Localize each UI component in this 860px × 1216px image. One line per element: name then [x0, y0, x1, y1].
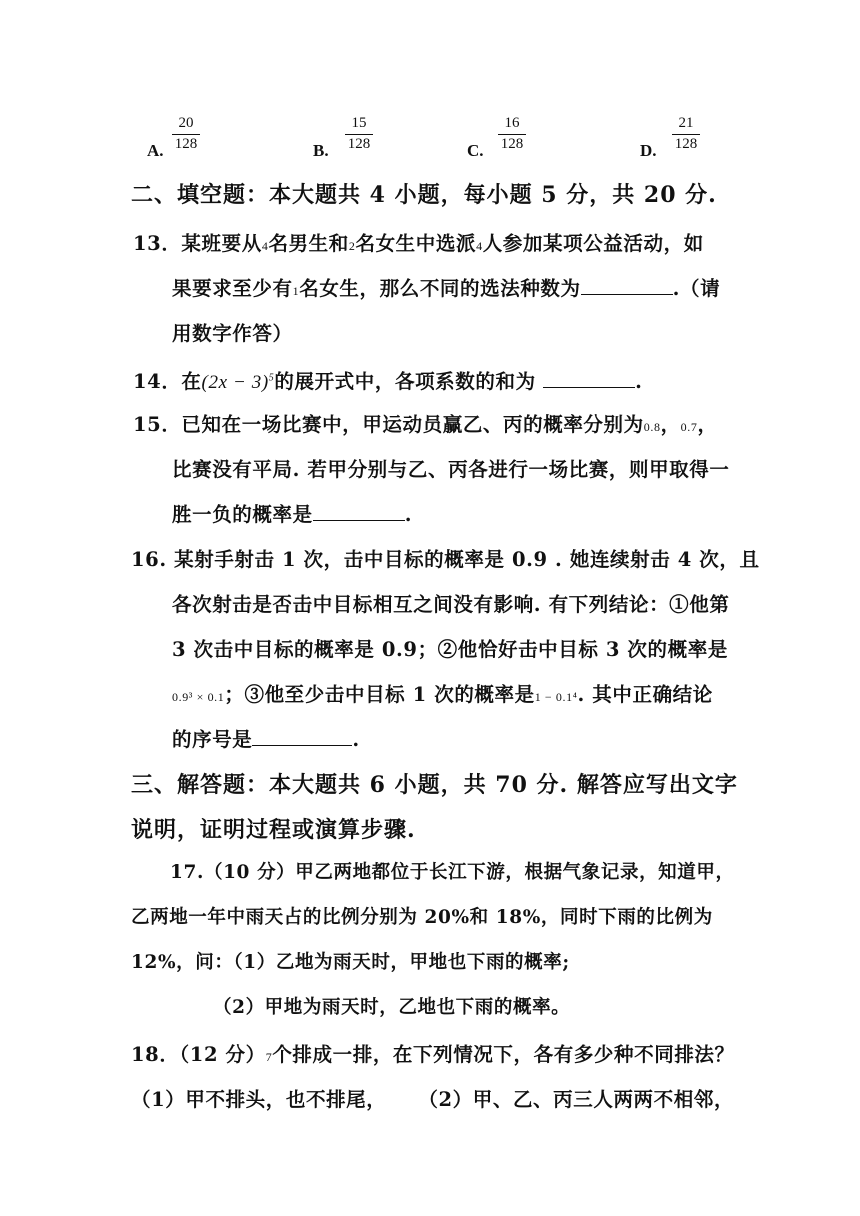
denominator: 128 — [347, 136, 371, 152]
q16-line2: 各次射击是否击中目标相互之间没有影响. 有下列结论：①他第 — [172, 593, 730, 616]
q16-line4: 0.9³ × 0.1；③他至少击中目标 1 次的概率是1 − 0.1⁴. 其中正确结论 — [172, 683, 713, 706]
q16-line5: 的序号是 . — [172, 728, 360, 751]
q18-line1: 18．（12 分）7个排成一排，在下列情况下，各有多少种不同排法？ — [131, 1043, 735, 1066]
q14-expression: $(2x - 3)^5$ — [201, 372, 275, 393]
q14-answer-blank[interactable] — [543, 369, 635, 388]
q16-line3: 3 次击中目标的概率是 0.9；②他恰好击中目标 3 次的概率是 — [172, 638, 728, 661]
q13-line1: 13．某班要从4名男生和2名女生中选派4人参加某项公益活动，如 — [133, 232, 704, 255]
option-c-fraction — [492, 115, 532, 153]
q17-line2: 乙两地一年中雨天占的比例分别为 20%和 18%，同时下雨的比例为 — [131, 907, 713, 928]
option-d-fraction — [666, 115, 706, 153]
option-label: A. — [147, 141, 164, 160]
section2-heading: 二、填空题：本大题共 4 小题，每小题 5 分，共 20 分. — [131, 182, 717, 208]
q17-line3: 12%，问：（1）乙地为雨天时，甲地也下雨的概率; — [131, 952, 570, 973]
q15-prob2: 0.7 — [680, 420, 698, 434]
q18-count: 7 — [265, 1050, 273, 1064]
q15-line1: 15．已知在一场比赛中，甲运动员赢乙、丙的概率分别为0.8，0.7， — [133, 413, 718, 436]
denominator: 128 — [174, 136, 198, 152]
q15-line3: 胜一负的概率是 . — [172, 503, 413, 526]
q16-expr1: 0.9³ × 0.1 — [172, 690, 225, 704]
option-label: D. — [640, 141, 657, 160]
q13-min-girls: 1 — [292, 284, 300, 298]
denominator: 128 — [674, 136, 698, 152]
numerator: 20 — [178, 115, 194, 131]
q13-select-count: 4 — [476, 239, 483, 253]
q16-expr2: 1 − 0.1⁴ — [534, 690, 578, 704]
q13-line3: 用数字作答） — [172, 322, 293, 345]
q15-prob1: 0.8 — [643, 420, 661, 434]
q13-girls-count: 2 — [348, 239, 356, 253]
q17-line1: 17.（10 分）甲乙两地都位于长江下游，根据气象记录，知道甲， — [170, 862, 735, 883]
numerator: 15 — [351, 115, 367, 131]
q16-answer-blank[interactable] — [252, 727, 352, 746]
q13-line2: 果要求至少有1名女生，那么不同的选法种数为 .（请 — [172, 277, 721, 300]
section3-heading-line1: 三、解答题：本大题共 6 小题，共 70 分. 解答应写出文字 — [131, 772, 738, 798]
q18-line2: （1）甲不排头，也不排尾， （2）甲、乙、丙三人两两不相邻， — [131, 1088, 735, 1111]
option-label: B. — [313, 141, 329, 160]
numerator: 21 — [678, 115, 694, 131]
numerator: 16 — [504, 115, 520, 131]
q16-line1: 16. 某射手射击 1 次，击中目标的概率是 0.9 . 她连续射击 4 次，且 — [131, 548, 760, 571]
q17-line4: （2）甲地为雨天时，乙地也下雨的概率。 — [213, 997, 571, 1018]
option-b-fraction — [339, 115, 379, 153]
q13-answer-blank[interactable] — [581, 276, 673, 295]
q14-line: 14．在$(2x - 3)^5$的展开式中，各项系数的和为 . — [133, 370, 643, 393]
section3-heading-line2: 说明，证明过程或演算步骤. — [131, 817, 416, 843]
option-label: C. — [467, 141, 484, 160]
q15-answer-blank[interactable] — [313, 502, 405, 521]
q13-boys-count: 4 — [261, 239, 269, 253]
denominator: 128 — [500, 136, 524, 152]
option-a-fraction — [166, 115, 206, 153]
q15-line2: 比赛没有平局. 若甲分别与乙、丙各进行一场比赛，则甲取得一 — [172, 458, 730, 481]
